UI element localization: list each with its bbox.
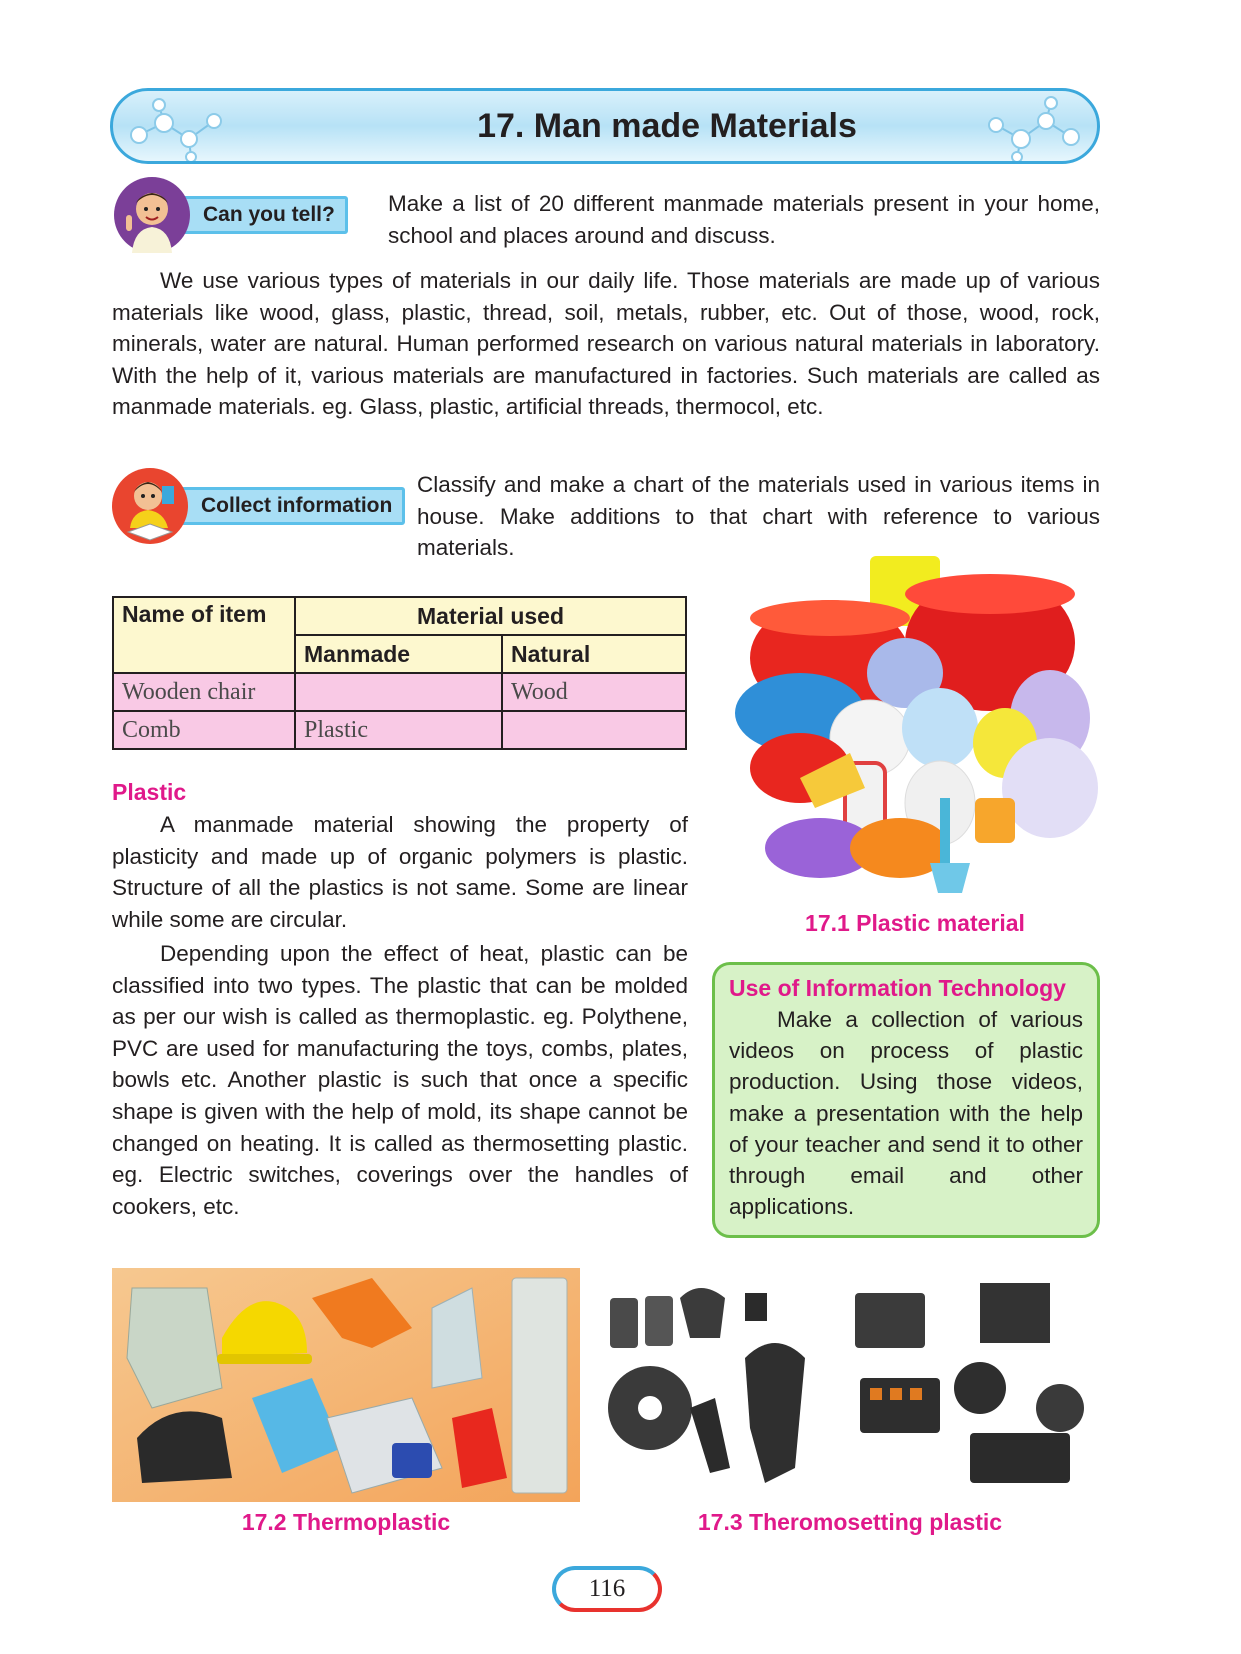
materials-table: [112, 596, 687, 750]
intro-paragraph: We use various types of materials in our daily life. Those materials are made up of various materials like wood, glass, plastic, thread, soil, metals, rubber, etc. Out of those, wood, rock, minerals, water are natural. Human performed research on various natural materials in laboratory. With the help of it, various materials are manufactured in factories. Such materials are called as manmade materials. eg. Glass, plastic, artificial threads, thermocol, etc.: [112, 268, 1100, 420]
figure-17-2-caption: 17.2 Thermoplastic: [241, 1509, 451, 1535]
collect-information-badge: [110, 466, 405, 546]
collect-information-label: Collect information: [176, 487, 405, 525]
it-box-title: Use of Information Technology: [729, 975, 1066, 1001]
table-cell-manmade: [295, 673, 502, 711]
plastic-heading: Plastic: [112, 779, 187, 805]
figure-17-3-caption: 17.3 Theromosetting plastic: [697, 1509, 1003, 1535]
thermoplastic-photo: [112, 1268, 580, 1502]
can-you-tell-text: Make a list of 20 different manmade materials present in your home, school and places around and discuss.: [388, 191, 1100, 248]
table-header-item: Name of item: [113, 597, 295, 673]
table-header-material: Material used: [295, 597, 686, 635]
table-cell-manmade: Plastic: [295, 711, 502, 749]
table-cell-natural: [502, 711, 686, 749]
plastic-material-photo: [730, 548, 1100, 903]
page-number: 116: [552, 1566, 662, 1612]
plastic-paragraph-2: Depending upon the effect of heat, plastic can be classified into two types. The plastic that can be molded as per our wish is called as thermoplastic. eg. Polythene, PVC are used for manufacturing the toys, combs, plates, bowls etc. Another plastic is such that once a specific shape is given with the help of mold, its shape cannot be changed on heating. It is called as thermosetting plastic. eg. Electric switches, coverings over the handles of cookers, etc.: [112, 941, 688, 1219]
boy-reading-icon: [110, 466, 190, 546]
table-cell-item: Wooden chair: [113, 673, 295, 711]
it-box-text: Make a collection of various videos on process of plastic production. Using those videos, make a presentation with the help of your teacher and send it to other through email and other applications.: [729, 1007, 1083, 1220]
boy-thinking-icon: [112, 175, 192, 255]
chapter-title: 17. Man made Materials: [477, 106, 857, 145]
table-row: [113, 711, 686, 749]
can-you-tell-badge: [112, 175, 348, 255]
can-you-tell-label: Can you tell?: [178, 196, 348, 234]
table-cell-natural: Wood: [502, 673, 686, 711]
table-row: [113, 673, 686, 711]
table-cell-item: Comb: [113, 711, 295, 749]
thermosetting-plastic-photo: [600, 1268, 1100, 1502]
collect-information-text: Classify and make a chart of the materials used in various items in house. Make additions to that chart with reference to various materials.: [417, 472, 1100, 561]
plastic-paragraph-1: A manmade material showing the property of plasticity and made up of organic polymers is plastic. Structure of all the plastics is not same. Some are linear while some are circular.: [112, 812, 688, 932]
molecule-decoration-icon: [971, 95, 1091, 163]
information-technology-box: [712, 962, 1100, 1238]
table-header-natural: Natural: [502, 635, 686, 673]
molecule-decoration-icon: [119, 95, 239, 163]
figure-17-1-caption: 17.1 Plastic material: [805, 910, 1025, 936]
table-header-manmade: Manmade: [295, 635, 502, 673]
chapter-banner: [110, 88, 1100, 164]
